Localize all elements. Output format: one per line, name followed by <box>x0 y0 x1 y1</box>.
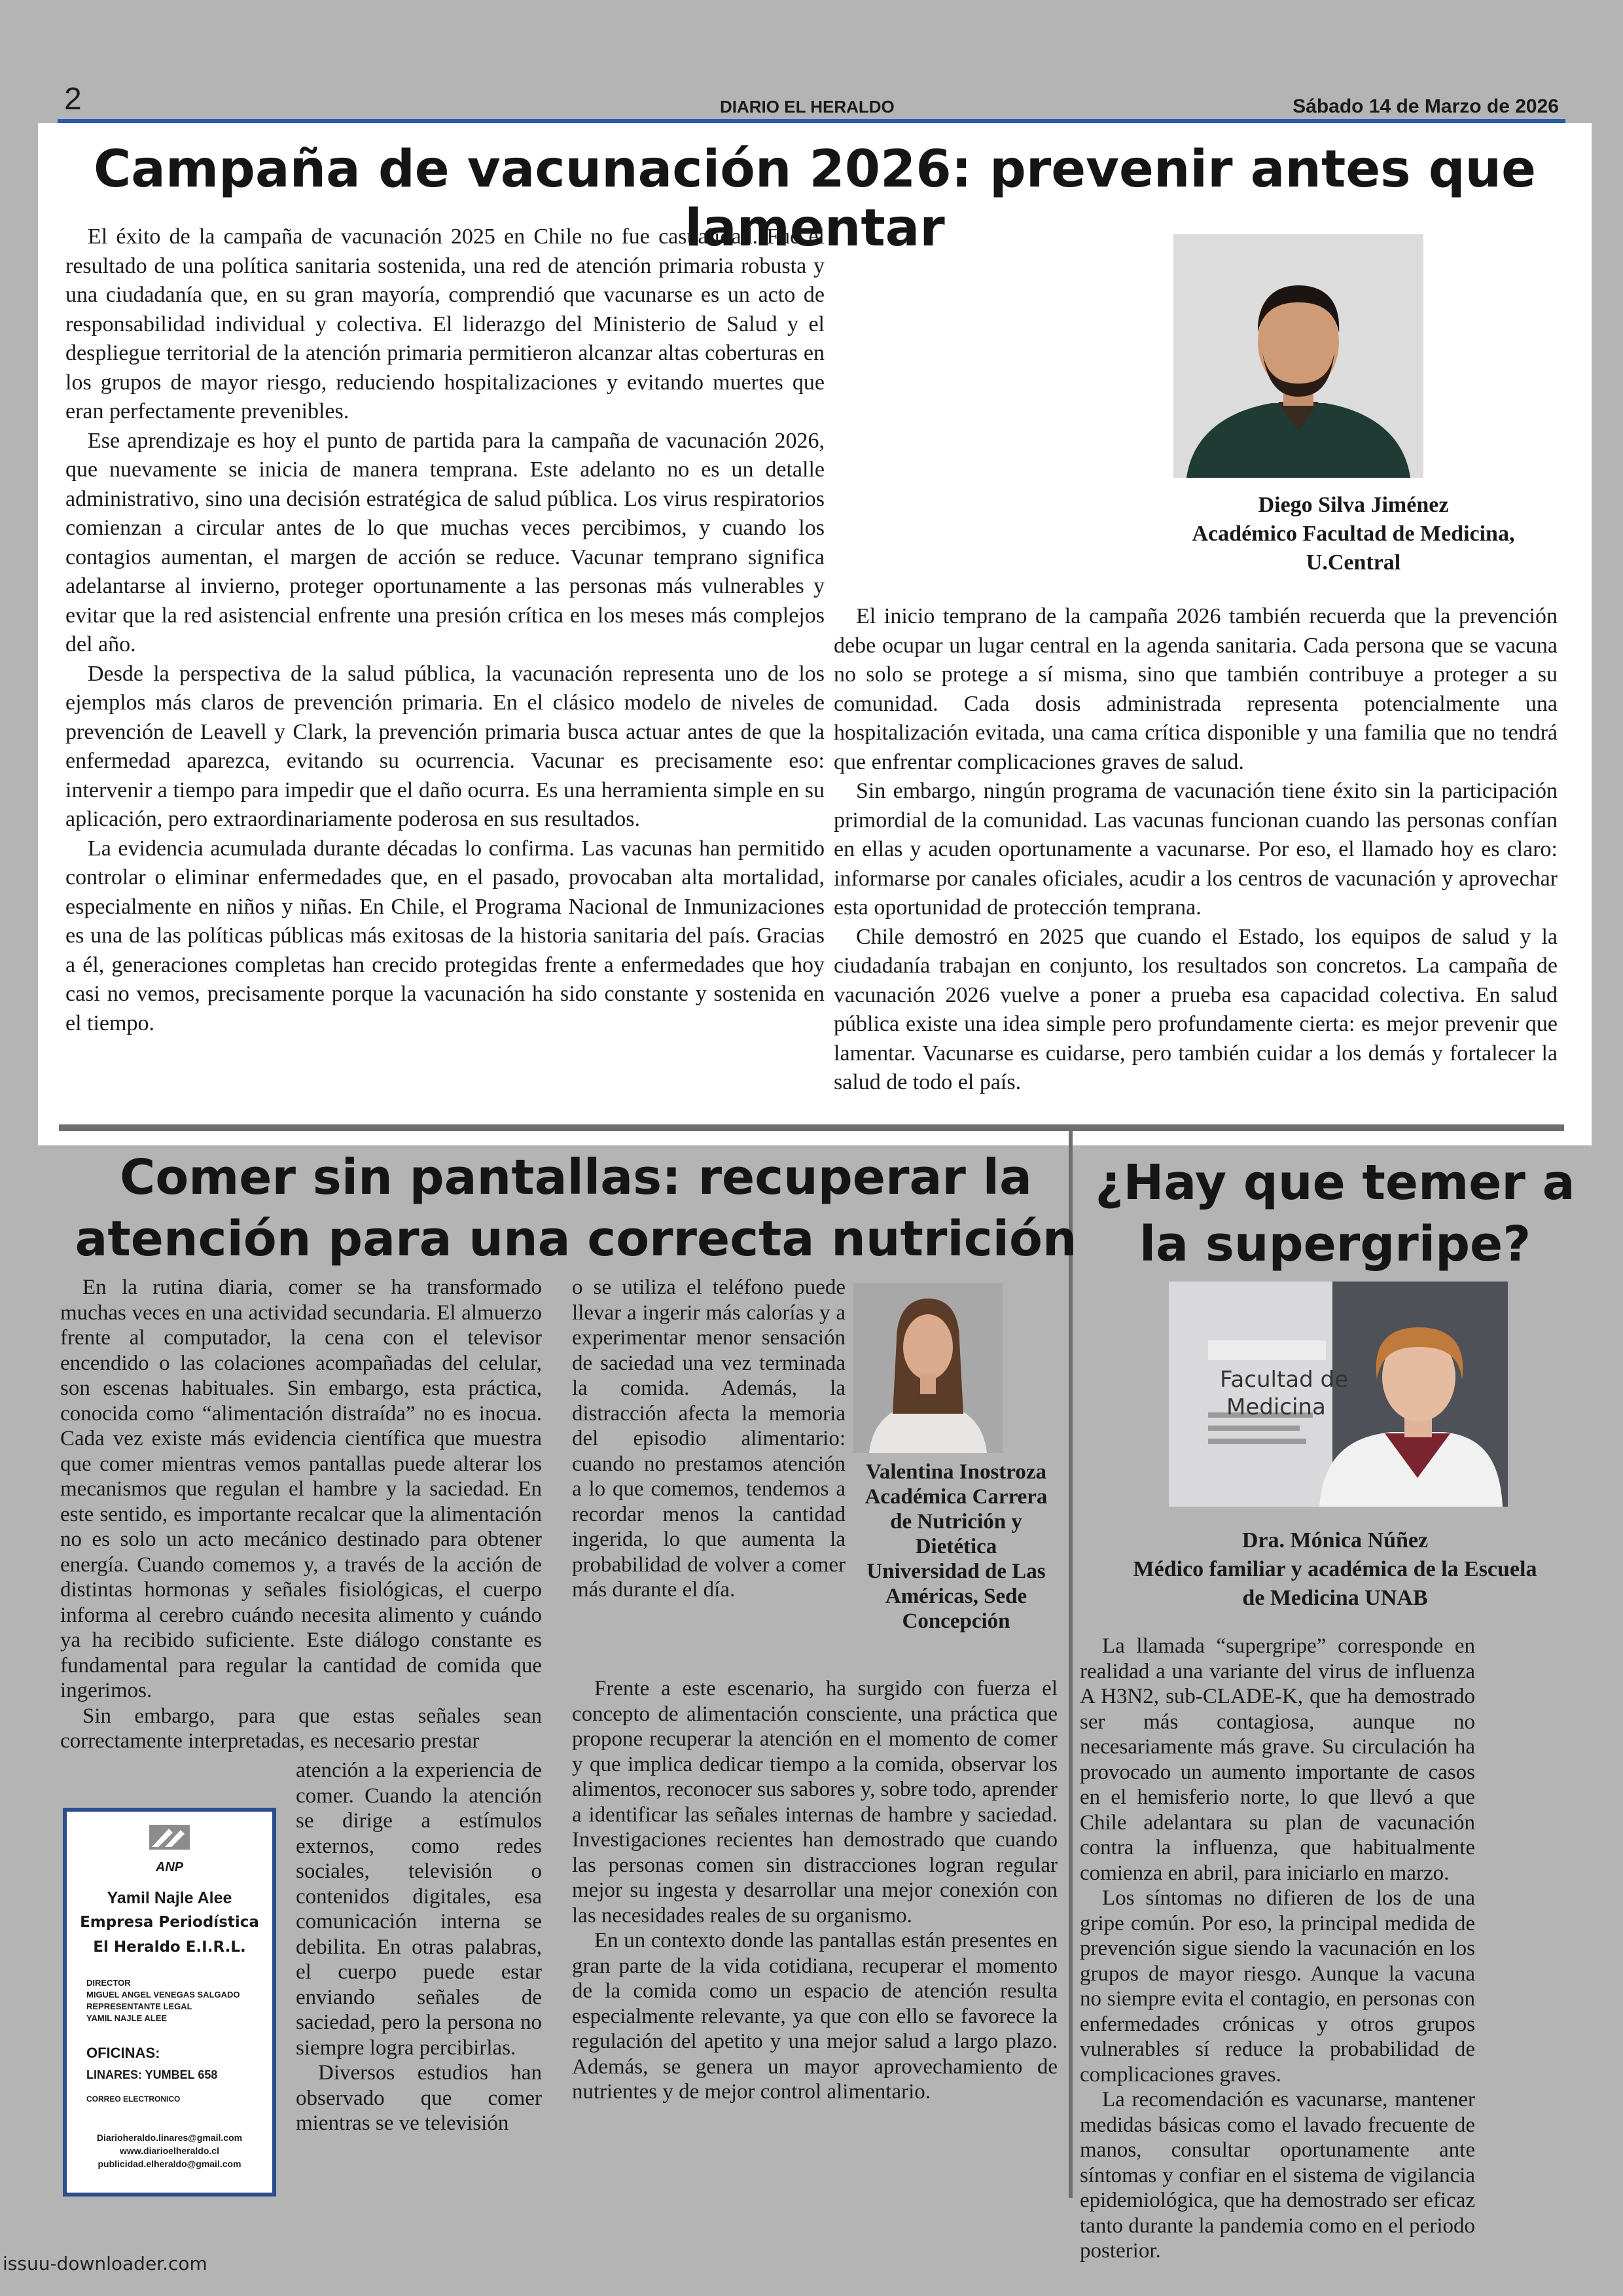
title-line: ¿Hay que temer a <box>1095 1155 1575 1211</box>
article-pantallas-title <box>65 1147 1086 1270</box>
masthead-email[interactable]: publicidad.elheraldo@gmail.com <box>98 2159 241 2169</box>
author-role: Médico familiar y académica de la Escuela <box>1133 1557 1537 1581</box>
author-caption-monica <box>1080 1526 1590 1613</box>
paragraph: Chile demostró en 2025 que cuando el Estado, los equipos de salud y la ciudadanía trabajan en conjunto, los resultados son concretos. La campaña de vacunación 2026 vuelve a poner a prueba esa capacidad colectiva. En salud pública existe una idea simple pero profundamente cierta: es mejor prevenir que lamentar. Vacunarse es cuidarse, pero también cuidar a los demás y fortalecer la salud de todo el país. <box>834 924 1558 1094</box>
masthead-box <box>63 1808 276 2197</box>
masthead-legal-label: REPRESENTANTE LEGAL <box>86 2001 192 2011</box>
paragraph: o se utiliza el teléfono puede llevar a ingerir más calorías y a experimentar menor sensación de saciedad una vez terminada la comida. Además, la distracción afecta la memoria del episodio alimentario: cuando no prestamos atención a lo que comemos, tendemos a recordar menos la cantidad ingerida, lo que aumenta la probabilidad de volver a comer más durante el día. <box>572 1276 846 1602</box>
paragraph: Diversos estudios han observado que comer mientras se ve televisión <box>296 2061 542 2135</box>
masthead-company: El Heraldo E.I.R.L. <box>93 1939 246 1956</box>
title-line: la supergripe? <box>1139 1216 1531 1272</box>
paragraph: Frente a este escenario, ha surgido con fuerza el concepto de alimentación consciente, una práctica que propone recuperar la atención en el momento de comer y que implica dedicar tiempo a la comida, observar los alimentos, reconocer sus sabores y, sobre todo, aprender a identificar las señales internas de hambre y saciedad. Investigaciones recientes han demostrado que cuando las personas comen sin distracciones logran regular mejor su ingesta y desarrollar una mejor conexión con las necesidades reales de su organismo. <box>572 1677 1058 1928</box>
article-supergripe-text <box>1080 1634 1475 2264</box>
author-role: Académica Carrera <box>865 1485 1048 1509</box>
masthead-director-name: MIGUEL ANGEL VENEGAS SALGADO <box>86 1990 240 2000</box>
paragraph: La recomendación es vacunarse, mantener medidas básicas como el lavado frecuente de manos, consultar oportunamente ante síntomas y confiar en el sistema de vigilancia epidemiológica, que ha demostrado ser eficaz tanto durante la pandemia como en el periodo posterior. <box>1080 2088 1475 2263</box>
photo-sign-text: Facultad de <box>1220 1367 1349 1393</box>
paper-name: DIARIO EL HERALDO <box>720 97 895 117</box>
masthead-company: Empresa Periodística <box>80 1914 259 1931</box>
title-line: Comer sin pantallas: recuperar la <box>120 1149 1032 1206</box>
paragraph: Sin embargo, ningún programa de vacunación tiene éxito sin la participación primordial de la comunidad. Las vacunas funcionan cuando las personas confían en ellas y acuden oportunamente a vacunarse. Por eso, el llamado hoy es claro: informarse por canales oficiales, acudir a los centros de vacunación y aprovechar esta oportunidad de protección temprana. <box>834 779 1558 920</box>
portrait-woman-icon <box>853 1283 1003 1453</box>
title-line: atención para una correcta nutrición <box>75 1211 1077 1267</box>
masthead-office-address: LINARES: YUMBEL 658 <box>86 2068 218 2081</box>
article-vacunacion <box>38 123 1592 1145</box>
article-pantallas-column-1-continued <box>296 1758 542 2136</box>
author-caption-valentina <box>848 1460 1064 1634</box>
issue-date: Sábado 14 de Marzo de 2026 <box>1293 96 1559 117</box>
author-name: Valentina Inostroza <box>866 1460 1046 1484</box>
paragraph: La llamada “supergripe” corresponde en realidad a una variante del virus de influenza A H3N2, sub-CLADE-K, que ha demostrado ser más contagiosa, aunque no necesariamente más grave. Su circulación ha provocado un aumento importante de casos en el hemisferio norte, lo que llevó a que Chile adelantara su plan de vacunación contra la influenza, que habitualmente comienza en abril, para iniciarlo en marzo. <box>1080 1634 1475 1885</box>
author-photo-valentina <box>853 1283 1003 1453</box>
article-pantallas-column-2-continued <box>572 1676 1058 2105</box>
photo-sign-text: Medicina <box>1226 1394 1326 1420</box>
portrait-doctor-icon <box>1169 1282 1508 1507</box>
paragraph: La evidencia acumulada durante décadas lo confirma. Las vacunas han permitido controlar o eliminar enfermedades que, en el pasado, provocaban alta mortalidad, especialmente en niños y niñas. En Chile, el Programa Nacional de Inmunizaciones es una de las políticas públicas más exitosas de la historia sanitaria del país. Gracias a él, generaciones completas han crecido protegidas frente a enfermedades que hoy casi no vemos, precisamente porque la vacunación ha sido constante y sostenida en el tiempo. <box>65 836 825 1035</box>
author-photo-monica <box>1169 1282 1508 1507</box>
paragraph: En la rutina diaria, comer se ha transformado muchas veces en una actividad secundaria. El almuerzo frente al computador, la cena con el televisor encendido o las colaciones acompañadas del celular, son escenas habituales. Sin embargo, esta práctica, conocida como “alimentación distraída” no es inocua. Cada vez existe más evidencia científica que muestra que comer mientras vemos pantallas puede alterar los mecanismos que regulan el hambre y la saciedad. En este sentido, es importante recalcar que la alimentación no es solo un acto mecánico destinado para obtener energía. Cuando comemos y, a través de la acción de distintas hormonas y señales fisiológicas, el cuerpo informa al cerebro cuándo necesita alimento y cuándo ya ha recibido suficiente. Este diálogo constante es fundamental para regular la cantidad de comida que ingerimos. <box>60 1276 542 1702</box>
author-role: Académico Facultad de Medicina, <box>1192 522 1515 546</box>
article-supergripe-title <box>1080 1152 1590 1275</box>
article-pantallas-column-2 <box>572 1275 846 1603</box>
anp-logo-icon <box>143 1825 196 1861</box>
author-name: Diego Silva Jiménez <box>1258 493 1449 517</box>
author-role: Concepción <box>902 1609 1010 1633</box>
page-number: 2 <box>64 82 82 117</box>
article-pantallas-column-1 <box>60 1275 542 1754</box>
author-role: Universidad de Las <box>866 1560 1046 1583</box>
author-role: U.Central <box>1306 550 1401 575</box>
paragraph: Los síntomas no difieren de los de una gripe común. Por eso, la principal medida de prevención sigue siendo la vacunación en los grupos de mayor riesgo. Aunque la vacuna no siempre evita el contagio, en personas con enfermedades crónicas y otros grupos vulnerables sí reduce la probabilidad de complicaciones graves. <box>1080 1886 1475 2087</box>
author-role: Américas, Sede <box>885 1585 1027 1608</box>
masthead-website[interactable]: www.diarioelheraldo.cl <box>120 2145 219 2156</box>
author-role: de Medicina UNAB <box>1242 1586 1428 1610</box>
paragraph: En un contexto donde las pantallas están presentes en gran parte de la vida cotidiana, recuperar el momento de la comida como un espacio de atención resulta especialmente relevante, ya que con ello se favorece la regulación del apetito y una mejor salud a largo plazo. Además, se genera un mayor aprovechamiento de nutrientes y de mejor control alimentario. <box>572 1929 1058 2104</box>
footer-watermark: issuu-downloader.com <box>3 2253 207 2274</box>
column-divider <box>1069 1131 1073 2198</box>
masthead-owner: Yamil Najle Alee <box>107 1889 232 1907</box>
paragraph: Desde la perspectiva de la salud pública, la vacunación representa uno de los ejemplos más claros de prevención primaria. En el clásico modelo de niveles de prevención de Leavell y Clark, la prevención primaria busca actuar antes de que la enfermedad aparezca, evitando su ocurrencia. Vacunar es precisamente eso: intervenir a tiempo para impedir que el daño ocurra. Es una herramienta simple en su aplicación, pero extraordinariamente poderosa en sus resultados. <box>65 661 825 831</box>
author-role: Dietética <box>915 1535 997 1558</box>
paragraph: Sin embargo, para que estas señales sean correctamente interpretadas, es necesario prestar <box>60 1704 542 1753</box>
paragraph: atención a la experiencia de comer. Cuando la atención se dirige a estímulos externos, como redes sociales, televisión o contenidos digitales, esa comunicación interna se debilita. En otras palabras, el cuerpo puede estar enviando señales de saciedad, pero la persona no siempre logra percibirlas. <box>296 1759 542 2060</box>
section-rule <box>59 1124 1564 1131</box>
article-vacunacion-title: Campaña de vacunación 2026: prevenir antes que lamentar <box>94 140 1536 258</box>
paragraph: El éxito de la campaña de vacunación 2025 en Chile no fue casualidad. Fue el resultado de una política sanitaria sostenida, una red de atención primaria robusta y una ciudadanía que, en su gran mayoría, comprendió que vacunarse es un acto de responsabilidad individual y colectiva. El liderazgo del Ministerio de Salud y el despliegue territorial de la atención primaria permitieron alcanzar altas coberturas en los grupos de mayor riesgo, reduciendo hospitalizaciones y evitando muertes que eran perfectamente prevenibles. <box>65 224 825 423</box>
masthead-offices-label: OFICINAS: <box>86 2045 160 2061</box>
anp-logo-text: ANP <box>155 1860 184 1874</box>
masthead-legal-name: YAMIL NAJLE ALEE <box>86 2013 168 2023</box>
author-role: de Nutrición y <box>890 1510 1022 1534</box>
author-name: Dra. Mónica Núñez <box>1241 1528 1429 1552</box>
masthead-director-label: DIRECTOR <box>86 1978 131 1988</box>
portrait-man-icon <box>1173 234 1423 478</box>
author-caption-diego <box>1111 491 1596 577</box>
paragraph: El inicio temprano de la campaña 2026 también recuerda que la prevención debe ocupar un lugar central en la agenda sanitaria. Cada persona que se vacuna no solo se protege a sí misma, sino que también contribuye a proteger a su comunidad. Cada dosis administrada representa potencialmente una hospitalización evitada, una cama crítica disponible y una familia que no tendrá que enfrentar complicaciones graves de salud. <box>834 604 1558 774</box>
article-vacunacion-left-column <box>65 223 825 1038</box>
paragraph: Ese aprendizaje es hoy el punto de partida para la campaña de vacunación 2026, que nuevamente se inicia de manera temprana. Este adelanto no es un detalle administrativo, sino una decisión estratégica de salud pública. Los virus respiratorios comienzan a circular antes de lo que muchas veces percibimos, y cuando los contagios aumentan, el margen de acción se reduce. Vacunar temprano significa adelantarse al invierno, proteger oportunamente a las personas más vulnerables y evitar que la red asistencial enfrente una presión crítica en los meses más complejos del año. <box>65 428 825 656</box>
masthead-email-label: CORREO ELECTRONICO <box>86 2094 181 2104</box>
masthead-email[interactable]: Diarioheraldo.linares@gmail.com <box>96 2132 243 2143</box>
author-photo-diego <box>1173 234 1423 478</box>
article-vacunacion-right-column <box>834 602 1558 1098</box>
